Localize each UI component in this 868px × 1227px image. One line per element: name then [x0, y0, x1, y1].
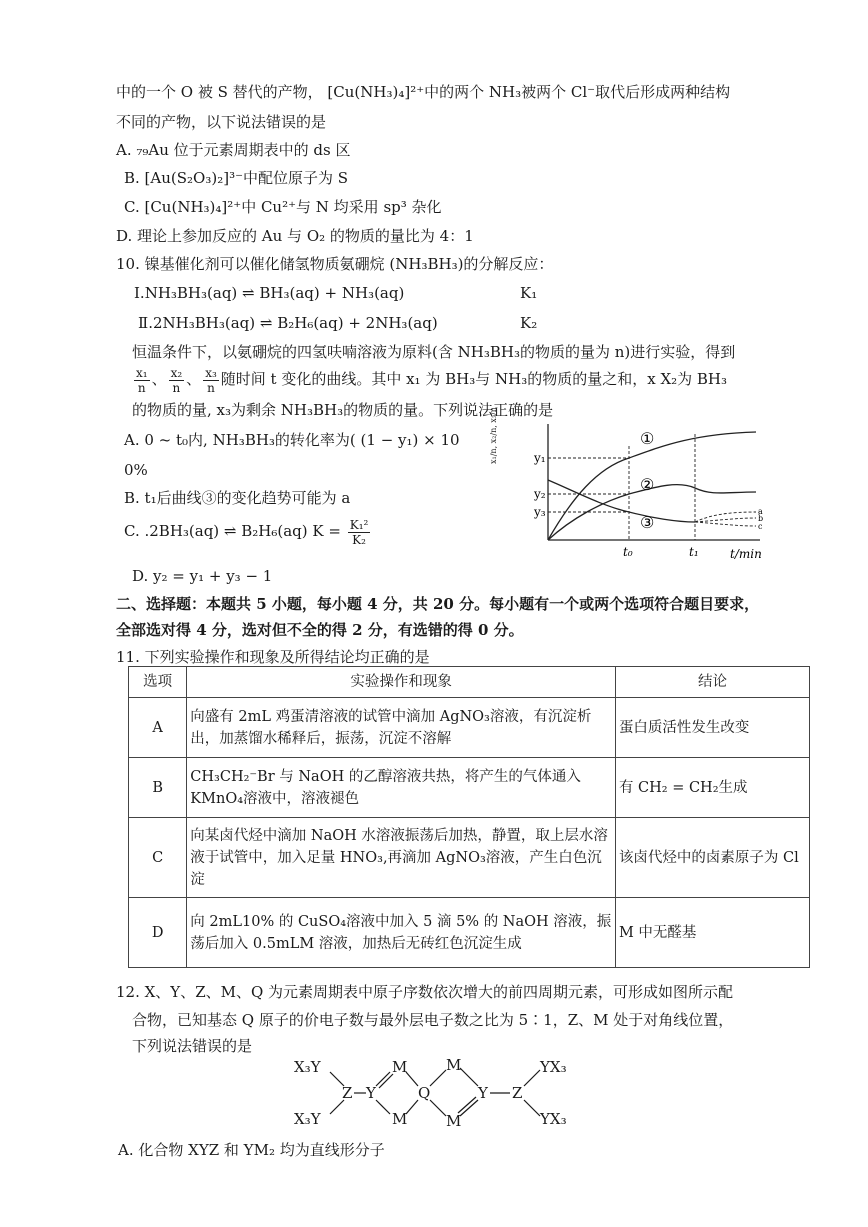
branch-b — [695, 518, 756, 522]
table-cell: C — [129, 818, 187, 898]
table-cell: D — [129, 898, 187, 968]
y-tick-y3: y₃ — [534, 505, 546, 519]
q10-option-b: B. t₁后曲线③的变化趋势可能为 a — [124, 489, 351, 507]
reaction-2: Ⅱ.2NH₃BH₃(aq) ⇌ B₂H₆(aq) + 2NH₃(aq) — [138, 314, 438, 332]
table-cell: 向盛有 2mL 鸡蛋清溶液的试管中滴加 AgNO₃溶液，有沉淀析出，加蒸馏水稀释后，振荡，沉淀不溶解 — [187, 698, 616, 758]
table-cell: 该卤代烃中的卤素原子为 Cl — [615, 818, 809, 898]
experiment-table — [128, 666, 810, 968]
struct-label: Z — [512, 1084, 523, 1102]
table-cell: CH₃CH₂⁻Br 与 NaOH 的乙醇溶液共热，将产生的气体通入KMnO₄溶液中，溶液褪色 — [187, 758, 616, 818]
struct-label: YX₃ — [540, 1058, 567, 1076]
table-cell: A — [129, 698, 187, 758]
x-tick-t0: t₀ — [623, 545, 633, 559]
q10-chart — [489, 407, 774, 568]
table-header: 实验操作和现象 — [187, 667, 616, 698]
section-2-title-cont: 全部选对得 4 分，选对但不全的得 2 分，有选错的得 0 分。 — [116, 621, 524, 639]
text-line-1: 中的一个 O 被 S 替代的产物， [Cu(NH₃)₄]²⁺中的两个 NH₃被两个 Cl⁻取代后形成两种结构 — [116, 83, 731, 101]
branch-a — [695, 512, 756, 522]
q11-stem: 11. 下列实验操作和现象及所得结论均正确的是 — [116, 648, 430, 666]
q10-stem: 10. 镍基催化剂可以催化储氢物质氨硼烷 (NH₃BH₃)的分解反应： — [116, 255, 554, 273]
q10-option-a: A. 0 ~ t₀内, NH₃BH₃的转化率为( (1 − y₁) × 10 — [124, 431, 460, 449]
text-line-2: 不同的产物，以下说法错误的是 — [116, 113, 327, 131]
q12-stem-cont-2: 下列说法错误的是 — [132, 1037, 253, 1055]
x-axis-label: t/min — [730, 547, 762, 561]
table-cell: 向 2mL10% 的 CuSO₄溶液中加入 5 滴 5% 的 NaOH 溶液，振荡后加入 0.5mLM 溶液，加热后无砖红色沉淀生成 — [187, 898, 616, 968]
branch-c — [695, 522, 756, 526]
table-cell: 向某卤代烃中滴加 NaOH 水溶液振荡后加热，静置，取上层水溶液于试管中，加入足量 HNO₃,再滴加 AgNO₃溶液，产生白色沉淀 — [187, 818, 616, 898]
struct-label: Y — [478, 1084, 488, 1102]
branch-label-b: b — [758, 514, 764, 523]
fraction-x3-n: $\frac{\text{x₃}}{n}$ — [205, 365, 217, 395]
q12-stem-cont: 合物，已知基态 Q 原子的价电子数与最外层电子数之比为 5∶1，Z、M 处于对角线位置， — [132, 1011, 734, 1029]
q10-option-d: D. y₂ = y₁ + y₃ − 1 — [132, 567, 273, 585]
table-cell: B — [129, 758, 187, 818]
table-header-row — [129, 667, 810, 698]
series-label-2: ② — [640, 475, 655, 494]
struct-label: M — [392, 1110, 408, 1128]
y-tick-y1: y₁ — [534, 451, 546, 465]
table-row — [129, 758, 810, 818]
fraction-x1-n: $\frac{\text{x₁}}{n}$ — [136, 365, 148, 395]
q12-option-a: A. 化合物 XYZ 和 YM₂ 均为直线形分子 — [118, 1141, 385, 1159]
table-row — [129, 818, 810, 898]
q9-option-c: C. [Cu(NH₃)₄]²⁺中 Cu²⁺与 N 均采用 sp³ 杂化 — [124, 198, 442, 216]
fraction-k: $\frac{\text{K₁²}}{\text{K₂}}$ — [349, 517, 369, 547]
y-tick-y2: y₂ — [534, 487, 546, 501]
table-row — [129, 898, 810, 968]
branch-label-a: a — [758, 507, 763, 516]
y-axis-label: x₁/n, x₂/n, x₃/n — [489, 407, 498, 464]
table-row — [129, 698, 810, 758]
complex-structure — [290, 1050, 590, 1136]
q10-para-3: 的物质的量, x₃为剩余 NH₃BH₃的物质的量。下列说法正确的是 — [132, 401, 554, 419]
q9-option-b: B. [Au(S₂O₃)₂]³⁻中配位原子为 S — [124, 169, 349, 187]
curve-3 — [548, 480, 695, 522]
section-2-title: 二、选择题：本题共 5 小题，每小题 4 分，共 20 分。每小题有一个或两个选项符合题目要求， — [116, 595, 760, 613]
table-cell: M 中无醛基 — [615, 898, 809, 968]
series-label-1: ① — [640, 429, 655, 448]
q10-para-2: 随时间 t 变化的曲线。其中 x₁ 为 BH₃与 NH₃的物质的量之和，x X₂为 BH₃ — [220, 370, 728, 388]
q10-para-2-line: $\frac{\text{x₁}}{n}$ 、 $\frac{\text{x₂}}{n}$ 、 $\frac{\text{x₃}}{n}$ 随时间 t 变化的曲线。其中 x₁ 为 BH₃与 NH₃的物质的量之和，x X₂为 BH₃ — [136, 365, 728, 395]
x-tick-t1: t₁ — [689, 545, 699, 559]
struct-label: YX₃ — [540, 1110, 567, 1128]
table-cell: 蛋白质活性发生改变 — [615, 698, 809, 758]
struct-label: X₃Y — [294, 1058, 321, 1076]
struct-label: Q — [418, 1084, 431, 1102]
table-header: 结论 — [615, 667, 809, 698]
q10-option-c: C. .2BH₃(aq) ⇌ B₂H₆(aq) K = — [124, 522, 341, 540]
branch-label-c: c — [758, 522, 763, 531]
q10-option-a-cont: 0% — [124, 461, 148, 479]
k1-label: K₁ — [520, 284, 538, 302]
fraction-x2-n: $\frac{\text{x₂}}{n}$ — [170, 365, 183, 395]
table-cell: 有 CH₂ = CH₂生成 — [615, 758, 809, 818]
struct-label: M — [392, 1058, 408, 1076]
table-header: 选项 — [129, 667, 187, 698]
struct-label: M — [446, 1112, 462, 1130]
q9-option-a: A. ₇₉Au 位于元素周期表中的 ds 区 — [116, 141, 351, 159]
q12-stem: 12. X、Y、Z、M、Q 为元素周期表中原子序数依次增大的前四周期元素，可形成如图所示配 — [116, 983, 734, 1001]
q10-option-c-line — [124, 514, 372, 548]
q9-option-d: D. 理论上参加反应的 Au 与 O₂ 的物质的量比为 4：1 — [116, 227, 474, 245]
reaction-1: Ⅰ.NH₃BH₃(aq) ⇌ BH₃(aq) + NH₃(aq) — [134, 284, 405, 302]
struct-label: Y — [366, 1084, 376, 1102]
q10-para-1: 恒温条件下，以氨硼烷的四氢呋喃溶液为原料(含 NH₃BH₃的物质的量为 n)进行实验，得到 — [132, 343, 736, 361]
struct-label: X₃Y — [294, 1110, 321, 1128]
struct-label: M — [446, 1056, 462, 1074]
k2-label: K₂ — [520, 314, 538, 332]
series-label-3: ③ — [640, 513, 655, 532]
struct-label: Z — [342, 1084, 353, 1102]
